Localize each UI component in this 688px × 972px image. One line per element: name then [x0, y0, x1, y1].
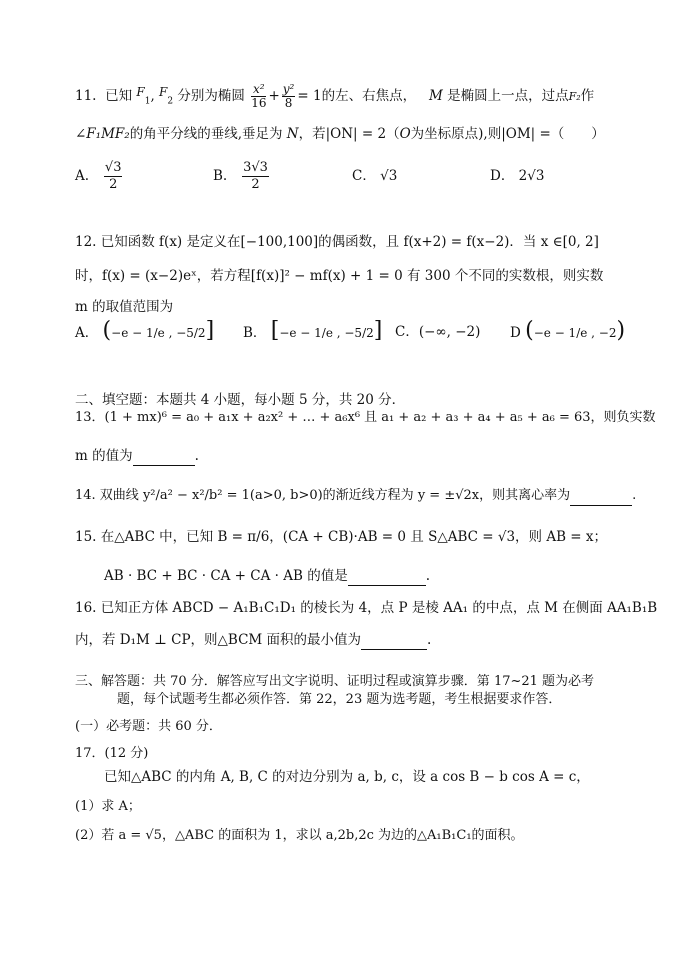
q12-line2: 时，f(x) = (x−2)eˣ，若方程[f(x)]² − mf(x) + 1 = 0 有 300 个不同的实数根，则实数	[75, 268, 604, 284]
section3-heading-1: 三、解答题：共 70 分．解答应写出文字说明、证明过程或演算步骤．第 17~21 题为必考	[75, 674, 595, 689]
q11-option-a[interactable]: A. $\frac{√3}{2}$	[75, 160, 122, 192]
q17-part1: (1）求 A；	[75, 799, 141, 814]
q15-line1: 15. 在△ABC 中，已知 B = π/6，(CA + CB)·AB = 0 且 S△ABC = √3，则 AB = x；	[75, 529, 608, 545]
q12-option-a[interactable]: A． (−e − 1/e , −5/2]	[75, 318, 215, 343]
q13-line2: m 的值为 .	[75, 448, 199, 464]
q13-answer-blank[interactable]	[133, 451, 195, 466]
ellipse-frac-x: $\frac{\text{x²}}{16}$	[251, 82, 267, 110]
section3-heading-2: 题，每个试题考生都必须作答．第 22，23 题为选考题，考生根据要求作答．	[117, 692, 562, 707]
q11-option-b[interactable]: B. $\frac{3√3}{2}$	[213, 160, 268, 192]
q11-option-d[interactable]: D． 2√3	[490, 168, 545, 184]
q14-answer-blank[interactable]	[570, 491, 632, 506]
q17-head: 17．(12 分)	[75, 746, 149, 761]
q13-line1: 13．(1 + mx)⁶ = a₀ + a₁x + a₂x² + … + a₆x⁶ 且 a₁ + a₂ + a₃ + a₄ + a₅ + a₆ = 63，则负实数	[75, 410, 656, 425]
q16-line2: 内，若 D₁M ⊥ CP，则△BCM 面积的最小值为 .	[75, 632, 432, 648]
q14: 14. 双曲线 y²/a² − x²/b² = 1(a>0, b>0)的渐近线方程为 y = ±√2x，则其离心率为 .	[75, 486, 636, 506]
section3-sub1: (一）必考题：共 60 分．	[75, 719, 222, 734]
ellipse-frac-y: $\frac{\text{y²}}{8}$	[282, 82, 295, 110]
q15-line2: AB · BC + BC · CA + CA · AB 的值是 .	[104, 568, 430, 584]
section2-heading: 二、填空题：本题共 4 小题，每小题 5 分，共 20 分．	[75, 392, 406, 408]
q12-option-c[interactable]: C．(−∞, −2)	[395, 324, 481, 340]
q12-line3: m 的取值范围为	[75, 299, 174, 315]
q16-answer-blank[interactable]	[361, 635, 427, 650]
q16-line1: 16. 已知正方体 ABCD − A₁B₁C₁D₁ 的棱长为 4，点 P 是棱 AA₁ 的中点，点 M 在侧面 AA₁B₁B	[75, 600, 658, 616]
q12-option-d[interactable]: D (−e − 1/e , −2)	[510, 318, 626, 343]
q11-line2: ∠F₁MF₂的角平分线的垂线,垂足为 N，若|ON| = 2（O为坐标原点),则|OM| =（ ）	[75, 126, 605, 142]
q11-line1: 11. 已知 $F_1$, $F_2$ 分别为椭圆 $\frac{\text{x²}}{16}$ + $\frac{\text{y²}}{8}$ = 1的左、右焦点， M 是椭圆上一点，过点F₂作	[75, 82, 595, 110]
q17-body: 已知△ABC 的内角 A, B, C 的对边分别为 a, b, c，设 a cos B − b cos A = c，	[104, 769, 590, 785]
q12-option-b[interactable]: B． [−e − 1/e , −5/2]	[243, 318, 383, 343]
q15-answer-blank[interactable]	[348, 571, 426, 586]
q11-option-c[interactable]: C． √3	[352, 168, 398, 184]
q12-line1: 12. 已知函数 f(x) 是定义在[−100,100]的偶函数，且 f(x+2) = f(x−2)．当 x ∈[0, 2]	[75, 234, 599, 250]
q17-part2: (2）若 a = √5，△ABC 的面积为 1，求以 a,2b,2c 为边的△A₁B₁C₁的面积。	[75, 828, 524, 843]
